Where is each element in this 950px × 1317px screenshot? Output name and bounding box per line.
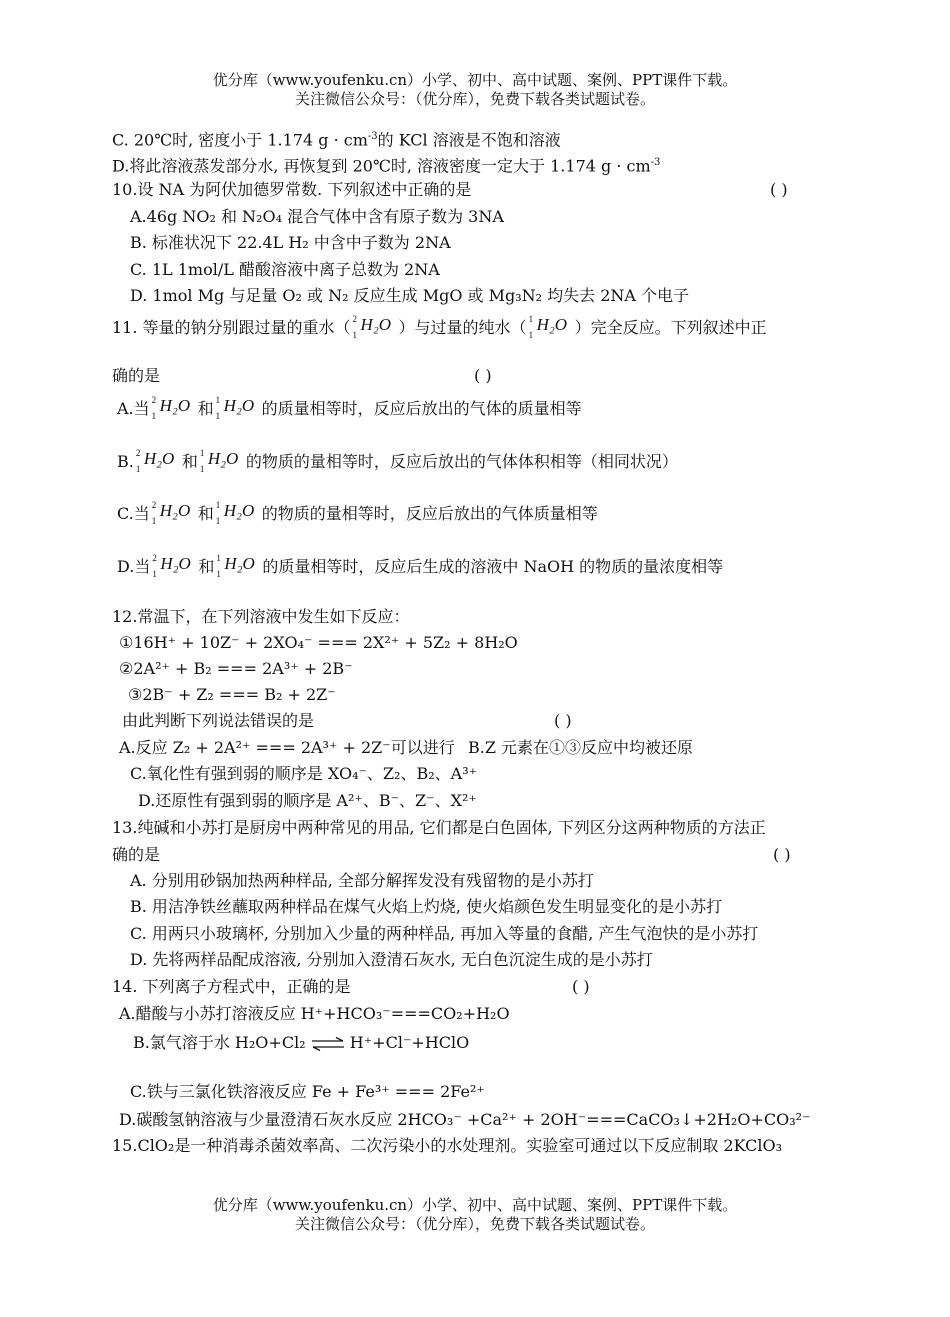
q11-option-d: D.当 2 1 H₂O 和 1 1 H₂O 的质量相等时，反应后生成的溶液中 NaOH 的物质的量浓度相等 — [117, 553, 724, 579]
q12-stem: 12.常温下，在下列溶液中发生如下反应： — [112, 607, 410, 626]
q12-option-c: C.氧化性有强到弱的顺序是 XO₄⁻、Z₂、B₂、A³⁺ — [130, 764, 478, 783]
q10-answer-paren: ( ) — [770, 180, 788, 199]
q9-option-d: D.将此溶液蒸发部分水, 再恢复到 20℃时, 溶液密度一定大于 1.174 $g \cdot cm^{-3}$ — [112, 156, 661, 176]
q11-stem: 11. 等量的钠分别跟过量的重水（ 2 1 H₂O ）与过量的纯水（ 1 1 H₂O ）完全反应。下列叙述中正 — [112, 314, 767, 340]
q10-option-b: B. 标准状况下 22.4L H₂ 中含中子数为 2NA — [130, 233, 451, 252]
q12-reaction-2: ②2A²⁺ + B₂ === 2A³⁺ + 2B⁻ — [119, 659, 353, 678]
q12-option-b: B.Z 元素在①③反应中均被还原 — [468, 738, 694, 757]
q11-stem-cont: 确的是 — [112, 366, 161, 385]
q13-option-b: B. 用洁净铁丝蘸取两种样品在煤气火焰上灼烧, 使火焰颜色发生明显变化的是小苏打 — [130, 897, 723, 916]
q12-question: 由此判断下列说法错误的是 — [122, 711, 315, 730]
page-footer — [0, 1196, 950, 1234]
header-line-1: 优分库（www.youfenku.cn）小学、初中、高中试题、案例、PPT课件下载。 — [212, 71, 738, 89]
q13-stem-cont: 确的是 — [112, 845, 161, 864]
q12-option-d: D.还原性有强到弱的顺序是 A²⁺、B⁻、Z⁻、X²⁺ — [138, 791, 477, 810]
q14-option-d: D.碳酸氢钠溶液与少量澄清石灰水反应 2HCO₃⁻ +Ca²⁺ + 2OH⁻===CaCO₃↓+2H₂O+CO₃²⁻ — [119, 1110, 811, 1129]
reversible-arrow-icon — [311, 1037, 345, 1051]
q14-option-a: A.醋酸与小苏打溶液反应 H⁺+HCO₃⁻===CO₂+H₂O — [119, 1004, 510, 1023]
q13-answer-paren: ( ) — [773, 845, 791, 864]
q12-reaction-1: ①16H⁺ + 10Z⁻ + 2XO₄⁻ === 2X²⁺ + 5Z₂ + 8H₂O — [119, 633, 518, 652]
pure-water-formula: 1 1 H₂O — [528, 314, 568, 340]
q14-option-c: C.铁与三氯化铁溶液反应 Fe + Fe³⁺ === 2Fe²⁺ — [130, 1082, 485, 1101]
q12-option-a: A.反应 Z₂ + 2A²⁺ === 2A³⁺ + 2Z⁻可以进行 — [119, 738, 455, 757]
footer-line-2: 关注微信公众号：（优分库），免费下载各类试题试卷。 — [294, 1215, 655, 1233]
q10-option-a: A.46g NO₂ 和 N₂O₄ 混合气体中含有原子数为 3NA — [130, 207, 504, 226]
q11-option-c: C.当 2 1 H₂O 和 1 1 H₂O 的物质的量相等时，反应后放出的气体质量相等 — [117, 500, 598, 526]
q12-answer-paren: ( ) — [554, 711, 572, 730]
q10-option-c: C. 1L 1mol/L 醋酸溶液中离子总数为 2NA — [130, 260, 440, 279]
q10-option-d: D. 1mol Mg 与足量 O₂ 或 N₂ 反应生成 MgO 或 Mg₃N₂ 均失去 2NA 个电子 — [130, 286, 690, 305]
q12-reaction-3: ③2B⁻ + Z₂ === B₂ + 2Z⁻ — [128, 685, 336, 704]
q14-answer-paren: ( ) — [572, 977, 590, 996]
q13-option-d: D. 先将两样品配成溶液, 分别加入澄清石灰水, 无白色沉淀生成的是小苏打 — [130, 950, 653, 969]
q9-option-c: C. 20℃时, 密度小于 1.174 $g \cdot cm^{-3}$的 KCl 溶液是不饱和溶液 — [112, 130, 561, 150]
footer-line-1: 优分库（www.youfenku.cn）小学、初中、高中试题、案例、PPT课件下载。 — [212, 1196, 738, 1214]
heavy-water-formula: 2 1 H₂O — [352, 314, 392, 340]
q14-option-b: B.氯气溶于水 H₂O+Cl₂ H⁺+Cl⁻+HClO — [133, 1033, 470, 1052]
q11-answer-paren: ( ) — [474, 366, 492, 385]
page-header — [0, 71, 950, 109]
q15-stem: 15.ClO₂是一种消毒杀菌效率高、二次污染小的水处理剂。实验室可通过以下反应制取 2KClO₃ — [112, 1136, 783, 1155]
q11-option-b: B. 2 1 H₂O 和 1 1 H₂O 的物质的量相等时，反应后放出的气体体积相等（相同状况） — [117, 448, 678, 474]
q13-option-c: C. 用两只小玻璃杯, 分别加入少量的两种样品, 再加入等量的食醋, 产生气泡快的是小苏打 — [130, 924, 759, 943]
q13-option-a: A. 分别用砂锅加热两种样品, 全部分解挥发没有残留物的是小苏打 — [130, 871, 594, 890]
q10-stem: 10.设 NA 为阿伏加德罗常数. 下列叙述中正确的是 — [112, 180, 472, 199]
q14-stem: 14. 下列离子方程式中，正确的是 — [112, 977, 351, 996]
q13-stem: 13.纯碱和小苏打是厨房中两种常见的用品, 它们都是白色固体, 下列区分这两种物质的方法正 — [112, 818, 766, 837]
q11-option-a: A.当 2 1 H₂O 和 1 1 H₂O 的质量相等时，反应后放出的气体的质量相等 — [117, 395, 582, 421]
header-line-2: 关注微信公众号：（优分库），免费下载各类试题试卷。 — [294, 90, 655, 108]
